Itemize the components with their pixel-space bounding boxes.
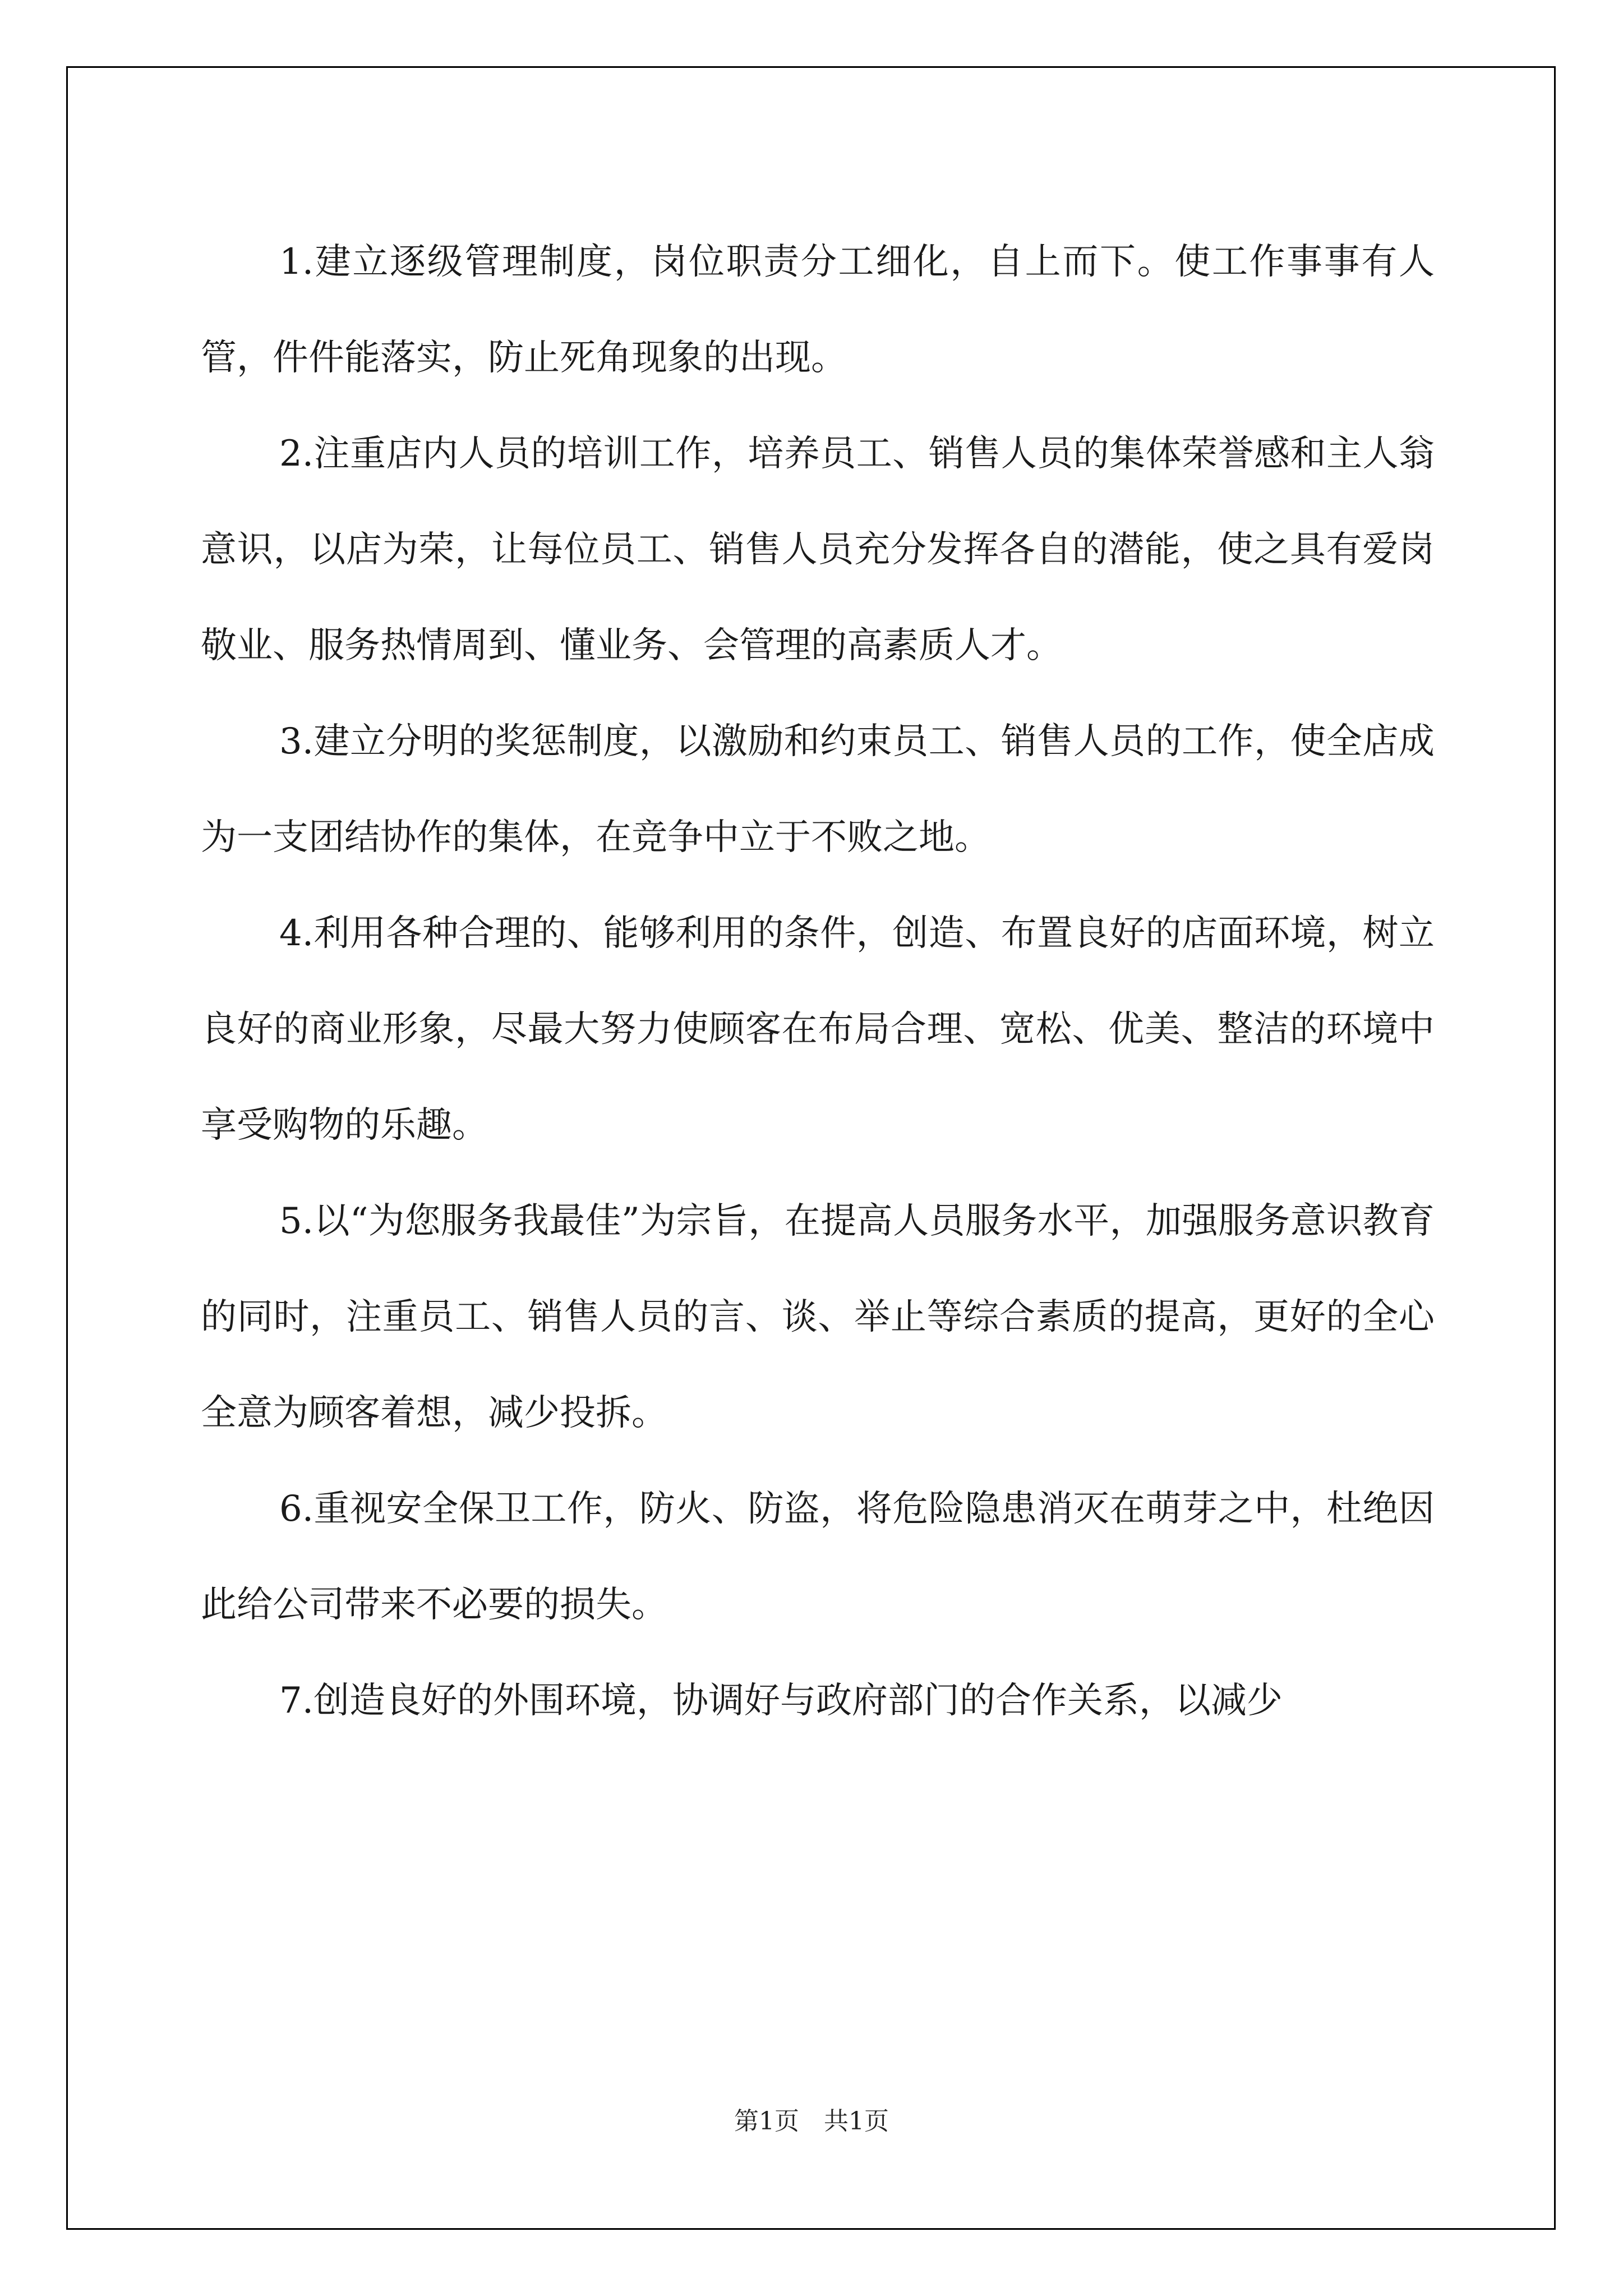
paragraph-3: 3.建立分明的奖惩制度，以激励和约束员工、销售人员的工作，使全店成为一支团结协作的集体，在竞争中立于不败之地。 bbox=[201, 721, 1435, 858]
page-footer bbox=[0, 2101, 1623, 2137]
paragraph-4: 4.利用各种合理的、能够利用的条件，创造、布置良好的店面环境，树立良好的商业形象，尽最大努力使顾客在布局合理、宽松、优美、整洁的环境中享受购物的乐趣。 bbox=[201, 913, 1435, 1146]
paragraph-2: 2.注重店内人员的培训工作，培养员工、销售人员的集体荣誉感和主人翁意识，以店为荣，让每位员工、销售人员充分发挥各自的潜能，使之具有爱岗敬业、服务热情周到、懂业务、会管理的高素质人才。 bbox=[201, 433, 1435, 666]
paragraph-6: 6.重视安全保卫工作，防火、防盗，将危险隐患消灭在萌芽之中，杜绝因此给公司带来不必要的损失。 bbox=[201, 1488, 1435, 1626]
document-body bbox=[201, 214, 1435, 1749]
page-number-label: 第1页 共1页 bbox=[734, 2107, 889, 2136]
paragraph-7: 7.创造良好的外围环境，协调好与政府部门的合作关系，以减少 bbox=[279, 1680, 1283, 1722]
paragraph-5: 5.以“为您服务我最佳”为宗旨，在提高人员服务水平，加强服务意识教育的同时，注重员工、销售人员的言、谈、举止等综合素质的提高，更好的全心全意为顾客着想，减少投拆。 bbox=[201, 1200, 1435, 1434]
paragraph-1: 1.建立逐级管理制度，岗位职责分工细化，自上而下。使工作事事有人管，件件能落实，防止死角现象的出现。 bbox=[201, 241, 1435, 379]
